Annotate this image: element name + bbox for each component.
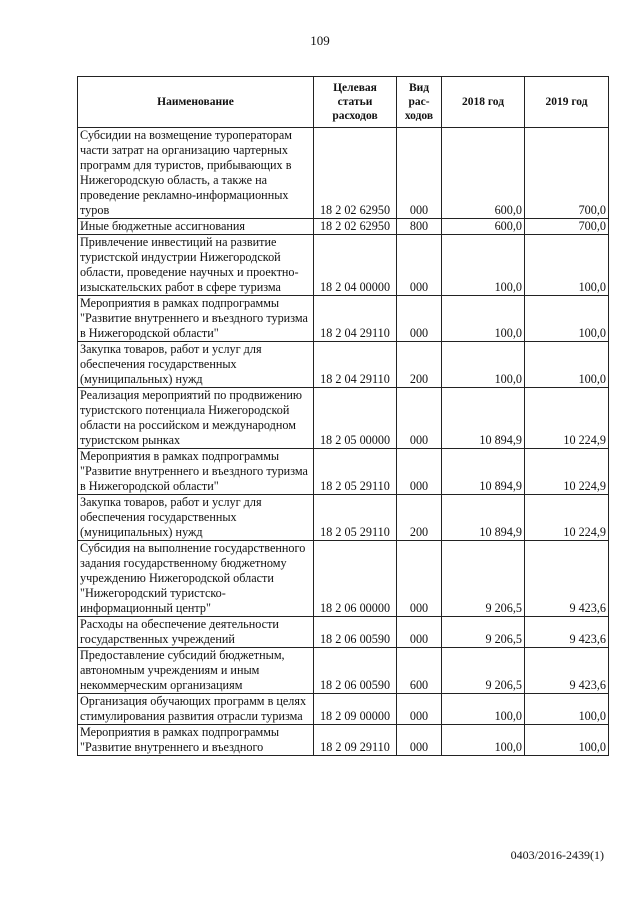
cell-name: Закупка товаров, работ и услуг для обеспечения государственных (муниципальных) нужд [78, 495, 314, 541]
cell-code: 18 2 05 00000 [314, 388, 397, 449]
table-row [78, 541, 609, 617]
table-row [78, 694, 609, 725]
table-row [78, 617, 609, 648]
cell-2019: 10 224,9 [525, 495, 609, 541]
cell-kind: 000 [397, 296, 442, 342]
cell-2018: 100,0 [442, 235, 525, 296]
cell-name: Привлечение инвестиций на развитие туристской индустрии Нижегородской области, проведение научных и проектно-изыскательских работ в сфере туризма [78, 235, 314, 296]
cell-name: Предоставление субсидий бюджетным, автономным учреждениям и иным некоммерческим организациям [78, 648, 314, 694]
cell-name: Мероприятия в рамках подпрограммы "Развитие внутреннего и въездного туризма в Нижегородской области" [78, 449, 314, 495]
cell-kind: 200 [397, 495, 442, 541]
cell-name: Иные бюджетные ассигнования [78, 219, 314, 235]
page-number: 109 [310, 33, 330, 48]
cell-kind: 000 [397, 725, 442, 756]
cell-code: 18 2 04 00000 [314, 235, 397, 296]
cell-2019: 9 423,6 [525, 648, 609, 694]
cell-code: 18 2 09 29110 [314, 725, 397, 756]
table-row [78, 219, 609, 235]
cell-2019: 100,0 [525, 725, 609, 756]
cell-kind: 000 [397, 128, 442, 219]
table-row [78, 296, 609, 342]
cell-2018: 100,0 [442, 296, 525, 342]
cell-2018: 600,0 [442, 219, 525, 235]
cell-kind: 000 [397, 235, 442, 296]
table-row [78, 495, 609, 541]
cell-kind: 000 [397, 449, 442, 495]
cell-name: Субсидия на выполнение государственного задания государственному бюджетному учреждению Нижегородской области "Нижегородский туристско-информационный центр" [78, 541, 314, 617]
cell-name: Закупка товаров, работ и услуг для обеспечения государственных (муниципальных) нужд [78, 342, 314, 388]
table-row [78, 725, 609, 756]
cell-kind: 800 [397, 219, 442, 235]
header-2019: 2019 год [525, 77, 609, 128]
cell-name: Мероприятия в рамках подпрограммы "Развитие внутреннего и въездного [78, 725, 314, 756]
cell-2019: 700,0 [525, 219, 609, 235]
cell-kind: 000 [397, 694, 442, 725]
cell-2018: 9 206,5 [442, 648, 525, 694]
table-row [78, 388, 609, 449]
cell-code: 18 2 02 62950 [314, 219, 397, 235]
cell-2018: 600,0 [442, 128, 525, 219]
cell-code: 18 2 05 29110 [314, 449, 397, 495]
cell-code: 18 2 04 29110 [314, 296, 397, 342]
header-2018: 2018 год [442, 77, 525, 128]
cell-2019: 100,0 [525, 694, 609, 725]
cell-2018: 9 206,5 [442, 617, 525, 648]
cell-2018: 100,0 [442, 342, 525, 388]
cell-2018: 100,0 [442, 725, 525, 756]
cell-2019: 100,0 [525, 235, 609, 296]
cell-code: 18 2 05 29110 [314, 495, 397, 541]
table-header-row [78, 77, 609, 128]
table-row [78, 449, 609, 495]
cell-name: Реализация мероприятий по продвижению туристского потенциала Нижегородской области на российском и международном туристском рынках [78, 388, 314, 449]
cell-2018: 10 894,9 [442, 388, 525, 449]
table-row [78, 128, 609, 219]
cell-2019: 700,0 [525, 128, 609, 219]
cell-kind: 000 [397, 617, 442, 648]
cell-name: Организация обучающих программ в целях стимулирования развития отрасли туризма [78, 694, 314, 725]
cell-kind: 200 [397, 342, 442, 388]
cell-code: 18 2 06 00000 [314, 541, 397, 617]
document-code: 0403/2016-2439(1) [510, 848, 604, 862]
cell-2019: 100,0 [525, 296, 609, 342]
header-target: Целевая статьи расходов [314, 77, 397, 128]
table-row [78, 235, 609, 296]
header-name: Наименование [78, 77, 314, 128]
cell-code: 18 2 04 29110 [314, 342, 397, 388]
cell-2019: 10 224,9 [525, 388, 609, 449]
cell-2018: 10 894,9 [442, 449, 525, 495]
cell-2018: 10 894,9 [442, 495, 525, 541]
cell-name: Мероприятия в рамках подпрограммы "Развитие внутреннего и въездного туризма в Нижегородской области" [78, 296, 314, 342]
cell-code: 18 2 02 62950 [314, 128, 397, 219]
table-row [78, 342, 609, 388]
cell-2018: 100,0 [442, 694, 525, 725]
cell-name: Расходы на обеспечение деятельности государственных учреждений [78, 617, 314, 648]
cell-2019: 100,0 [525, 342, 609, 388]
table-row [78, 648, 609, 694]
cell-2019: 10 224,9 [525, 449, 609, 495]
cell-code: 18 2 09 00000 [314, 694, 397, 725]
cell-name: Субсидии на возмещение туроператорам части затрат на организацию чартерных программ для туристов, прибывающих в Нижегородскую область, а также на проведение рекламно-информационных туров [78, 128, 314, 219]
cell-2019: 9 423,6 [525, 541, 609, 617]
header-kind: Вид рас- ходов [397, 77, 442, 128]
cell-kind: 600 [397, 648, 442, 694]
cell-kind: 000 [397, 388, 442, 449]
budget-table [77, 76, 609, 756]
cell-2019: 9 423,6 [525, 617, 609, 648]
cell-code: 18 2 06 00590 [314, 648, 397, 694]
cell-code: 18 2 06 00590 [314, 617, 397, 648]
cell-kind: 000 [397, 541, 442, 617]
cell-2018: 9 206,5 [442, 541, 525, 617]
